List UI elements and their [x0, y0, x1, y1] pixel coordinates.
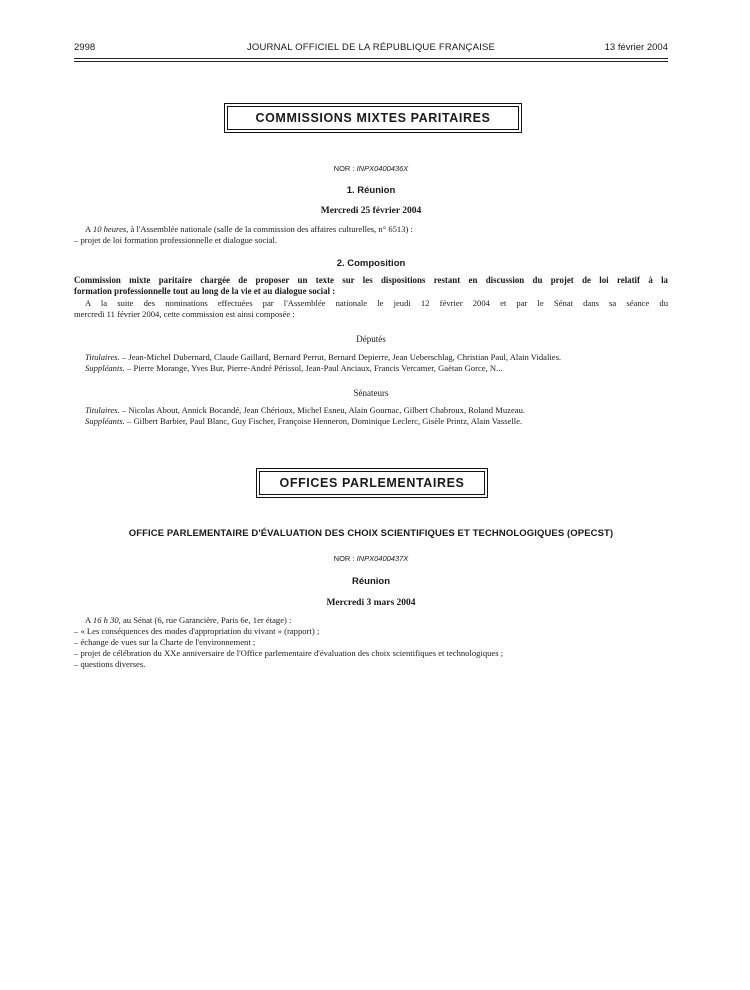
nor-label: NOR :: [333, 164, 357, 173]
deputes-heading: Députés: [356, 334, 386, 344]
reunion-date: Mercredi 3 mars 2004: [326, 598, 416, 608]
senateurs-heading: Sénateurs: [353, 388, 389, 398]
reunion-location: , à l'Assemblée nationale (salle de la commission des affaires culturelles, n° 6513) :: [126, 224, 413, 234]
page-number: 2998: [74, 42, 96, 53]
agenda-item: – questions diverses.: [74, 659, 146, 669]
suppleants-label: Suppléants.: [85, 416, 125, 426]
section-title-box: [224, 103, 522, 133]
deputes-suppleants: [85, 363, 503, 373]
composition-bold-line-2: formation professionnelle tout au long de la vie et au dialogue social :: [74, 286, 336, 296]
page-header: [74, 42, 668, 56]
suppleants-label: Suppléants.: [85, 363, 125, 373]
reunion-line: [85, 224, 413, 234]
deputes-titulaires: [85, 352, 561, 362]
composition-text-line-1: A la suite des nominations effectuées par l'Assemblée nationale le jeudi 12 février 2004 et par le Sénat dans sa séance du: [85, 298, 668, 308]
senateurs-suppleants: [85, 416, 522, 426]
reunion-agenda-item: – projet de loi formation professionnelle et dialogue social.: [74, 235, 278, 245]
composition-bold-line-1: Commission mixte paritaire chargée de proposer un texte sur les dispositions restant en discussion du projet de loi relatif à la: [74, 275, 668, 285]
titulaires-names: – Jean-Michel Dubernard, Claude Gaillard, Bernard Perrut, Bernard Depierre, Jean Ueberschlag, Christian Paul, Alain Vidalies.: [119, 352, 562, 362]
reunion-heading: 1. Réunion: [346, 185, 396, 196]
reunion-time: 16 h 30: [92, 615, 119, 625]
reunion-heading: Réunion: [352, 576, 390, 587]
titulaires-names: – Nicolas About, Annick Bocandé, Jean Chérioux, Michel Esneu, Alain Gournac, Gilbert Chabroux, Roland Muzeau.: [119, 405, 526, 415]
reunion-prefix: A: [85, 224, 93, 234]
composition-text-line-2: mercredi 11 février 2004, cette commission est ainsi composée :: [74, 309, 295, 319]
suppleants-names: – Pierre Morange, Yves Bur, Pierre-André Périssol, Jean-Paul Anciaux, Francis Vercamer, Gaëtan Gorce, N...: [124, 363, 503, 373]
header-rule: [74, 58, 668, 59]
section-title-box: [256, 468, 488, 498]
composition-heading: 2. Composition: [336, 258, 406, 269]
office-name: OFFICE PARLEMENTAIRE D'ÉVALUATION DES CHOIX SCIENTIFIQUES ET TECHNOLOGIQUES (OPECST): [128, 528, 614, 539]
titulaires-label: Titulaires.: [85, 352, 120, 362]
senateurs-titulaires: [85, 405, 525, 415]
nor-code: INPX0400437X: [356, 554, 409, 563]
nor-label: NOR :: [333, 554, 357, 563]
agenda-item: – « Les conséquences des modes d'appropriation du vivant » (rapport) ;: [74, 626, 320, 636]
journal-title: JOURNAL OFFICIEL DE LA RÉPUBLIQUE FRANÇAISE: [246, 42, 496, 53]
issue-date: 13 février 2004: [604, 42, 668, 53]
reunion-line: [85, 615, 291, 625]
reunion-prefix: A: [85, 615, 93, 625]
suppleants-names: – Gilbert Barbier, Paul Blanc, Guy Fischer, Françoise Henneron, Dominique Leclerc, Gisèle Printz, Alain Vasselle.: [124, 416, 523, 426]
nor-code: INPX0400436X: [356, 164, 409, 173]
agenda-item: – projet de célébration du XXe anniversaire de l'Office parlementaire d'évaluation des choix scientifiques et technologiques ;: [74, 648, 504, 658]
agenda-item: – échange de vues sur la Charte de l'environnement ;: [74, 637, 256, 647]
reunion-location: , au Sénat (6, rue Garancière, Paris 6e, 1er étage) :: [118, 615, 292, 625]
nor-reference: [74, 164, 668, 173]
section-title: COMMISSIONS MIXTES PARITAIRES: [227, 106, 519, 130]
reunion-time: 10 heures: [92, 224, 127, 234]
section-title: OFFICES PARLEMENTAIRES: [259, 471, 485, 495]
nor-reference: [74, 554, 668, 563]
titulaires-label: Titulaires.: [85, 405, 120, 415]
header-rule-2: [74, 61, 668, 62]
reunion-date: Mercredi 25 février 2004: [320, 206, 422, 216]
